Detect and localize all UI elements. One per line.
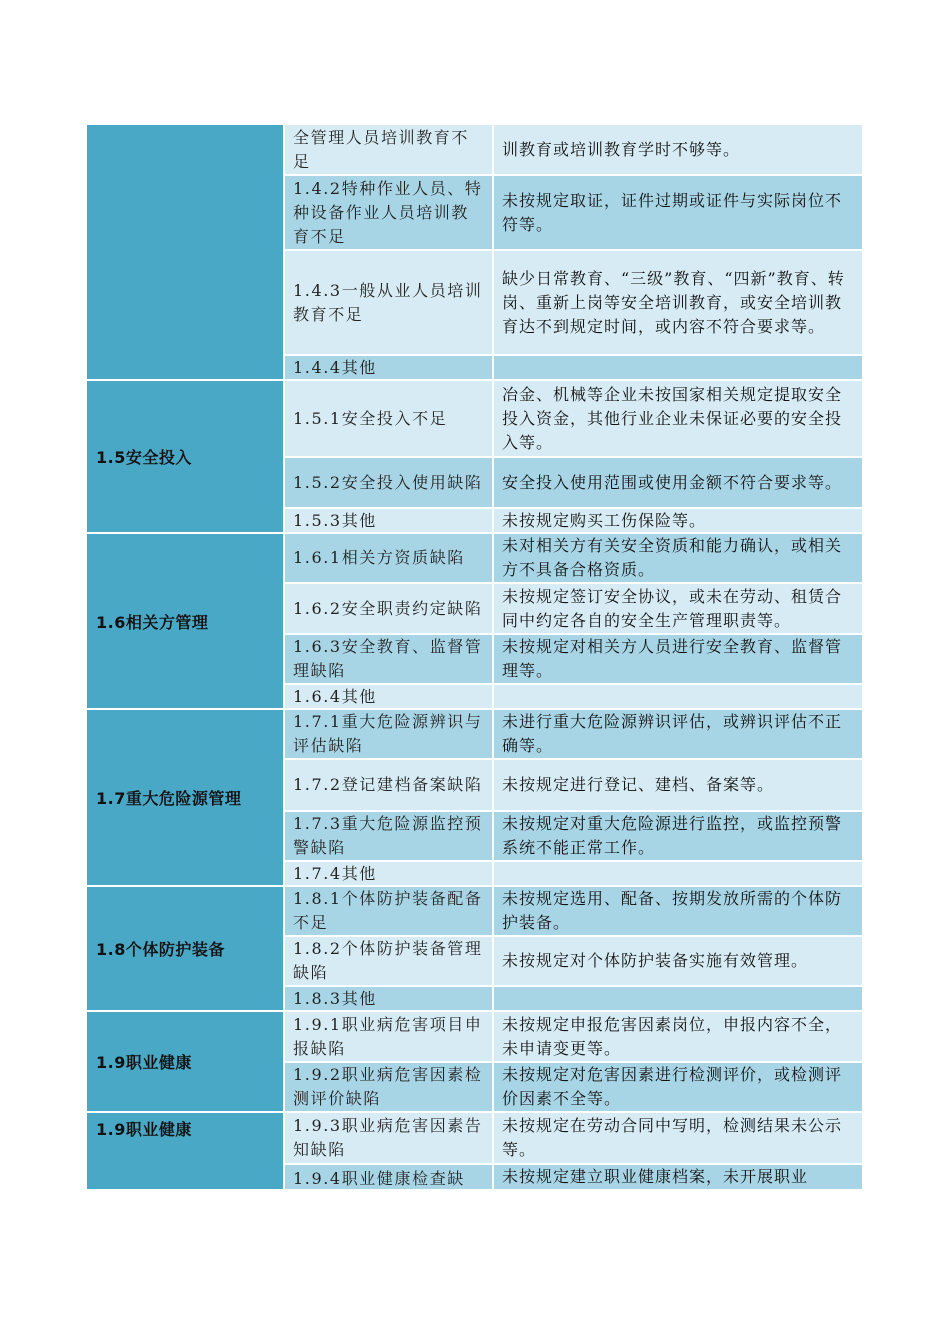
description-cell: 未按规定对个体防护装备实施有效管理。 [494, 937, 862, 985]
description-cell: 未按规定进行登记、建档、备案等。 [494, 760, 862, 810]
item-cell: 1.9.1职业病危害项目申报缺陷 [285, 1012, 492, 1061]
item-cell: 1.6.1相关方资质缺陷 [285, 534, 492, 582]
item-rows [283, 1012, 862, 1111]
item-cell: 1.5.2安全投入使用缺陷 [285, 458, 492, 507]
item-cell: 1.4.4其他 [285, 356, 492, 379]
table-row [283, 1061, 862, 1111]
item-cell: 1.6.2安全职责约定缺陷 [285, 584, 492, 633]
item-cell: 1.9.2职业病危害因素检测评价缺陷 [285, 1063, 492, 1111]
item-cell: 1.6.3安全教育、监督管理缺陷 [285, 635, 492, 683]
item-rows [283, 1113, 862, 1189]
description-cell: 未进行重大危险源辨识评估，或辨识评估不正确等。 [494, 710, 862, 758]
table-row [283, 710, 862, 758]
category-group [87, 1111, 862, 1189]
item-rows [283, 534, 862, 708]
item-cell: 1.8.2个体防护装备管理缺陷 [285, 937, 492, 985]
description-cell: 未按规定建立职业健康档案，未开展职业 [494, 1165, 862, 1189]
category-cell [87, 125, 283, 379]
description-cell [494, 356, 862, 379]
category-cell: 1.7重大危险源管理 [87, 710, 283, 885]
description-cell: 训教育或培训教育学时不够等。 [494, 125, 862, 174]
description-cell: 未按规定申报危害因素岗位，申报内容不全，未申请变更等。 [494, 1012, 862, 1061]
table-row [283, 935, 862, 985]
table-row [283, 810, 862, 860]
category-group [87, 532, 862, 708]
description-cell: 冶金、机械等企业未按国家相关规定提取安全投入资金，其他行业企业未保证必要的安全投入等。 [494, 381, 862, 456]
table-row [283, 985, 862, 1010]
description-cell [494, 862, 862, 885]
description-cell [494, 987, 862, 1010]
item-rows [283, 125, 862, 379]
description-cell: 未按规定购买工伤保险等。 [494, 509, 862, 532]
item-cell: 1.7.2登记建档备案缺陷 [285, 760, 492, 810]
table-row [283, 887, 862, 935]
item-cell: 1.8.1个体防护装备配备不足 [285, 887, 492, 935]
item-cell: 1.7.4其他 [285, 862, 492, 885]
item-rows [283, 381, 862, 532]
category-group [87, 885, 862, 1010]
description-cell: 缺少日常教育、“三级”教育、“四新”教育、转岗、重新上岗等安全培训教育，或安全培训教育达不到规定时间，或内容不符合要求等。 [494, 251, 862, 354]
category-cell: 1.8个体防护装备 [87, 887, 283, 1010]
table-row [283, 758, 862, 810]
category-group [87, 379, 862, 532]
item-cell: 1.7.3重大危险源监控预警缺陷 [285, 812, 492, 860]
table-row [283, 582, 862, 633]
description-cell: 未按规定在劳动合同中写明，检测结果未公示等。 [494, 1113, 862, 1163]
description-cell: 未按规定选用、配备、按期发放所需的个体防护装备。 [494, 887, 862, 935]
table-row [283, 860, 862, 885]
item-cell: 1.9.4职业健康检查缺 [285, 1165, 492, 1189]
description-cell: 未按规定对危害因素进行检测评价，或检测评价因素不全等。 [494, 1063, 862, 1111]
hazard-classification-table [87, 125, 862, 1189]
item-cell: 全管理人员培训教育不足 [285, 125, 492, 174]
table-row [283, 1163, 862, 1189]
item-cell: 1.6.4其他 [285, 685, 492, 708]
table-row [283, 1012, 862, 1061]
table-row [283, 534, 862, 582]
description-cell: 安全投入使用范围或使用金额不符合要求等。 [494, 458, 862, 507]
table-row [283, 633, 862, 683]
description-cell: 未按规定对相关方人员进行安全教育、监督管理等。 [494, 635, 862, 683]
table-row [283, 354, 862, 379]
category-cell: 1.9职业健康 [87, 1113, 283, 1189]
item-cell: 1.9.3职业病危害因素告知缺陷 [285, 1113, 492, 1163]
table-row [283, 381, 862, 456]
description-cell: 未按规定签订安全协议，或未在劳动、租赁合同中约定各自的安全生产管理职责等。 [494, 584, 862, 633]
item-cell: 1.7.1重大危险源辨识与评估缺陷 [285, 710, 492, 758]
category-cell: 1.5安全投入 [87, 381, 283, 532]
item-cell: 1.4.2特种作业人员、特种设备作业人员培训教育不足 [285, 176, 492, 249]
item-cell: 1.5.3其他 [285, 509, 492, 532]
description-cell: 未按规定取证，证件过期或证件与实际岗位不符等。 [494, 176, 862, 249]
category-cell: 1.9职业健康 [87, 1012, 283, 1111]
item-rows [283, 887, 862, 1010]
item-cell: 1.4.3一般从业人员培训教育不足 [285, 251, 492, 354]
item-cell: 1.8.3其他 [285, 987, 492, 1010]
table-row [283, 456, 862, 507]
table-row [283, 1113, 862, 1163]
item-rows [283, 710, 862, 885]
description-cell [494, 685, 862, 708]
table-row [283, 125, 862, 174]
category-group [87, 708, 862, 885]
description-cell: 未按规定对重大危险源进行监控，或监控预警系统不能正常工作。 [494, 812, 862, 860]
category-group [87, 1010, 862, 1111]
table-row [283, 507, 862, 532]
table-row [283, 683, 862, 708]
table-row [283, 174, 862, 249]
category-cell: 1.6相关方管理 [87, 534, 283, 708]
category-group [87, 125, 862, 379]
table-row [283, 249, 862, 354]
item-cell: 1.5.1安全投入不足 [285, 381, 492, 456]
description-cell: 未对相关方有关安全资质和能力确认，或相关方不具备合格资质。 [494, 534, 862, 582]
